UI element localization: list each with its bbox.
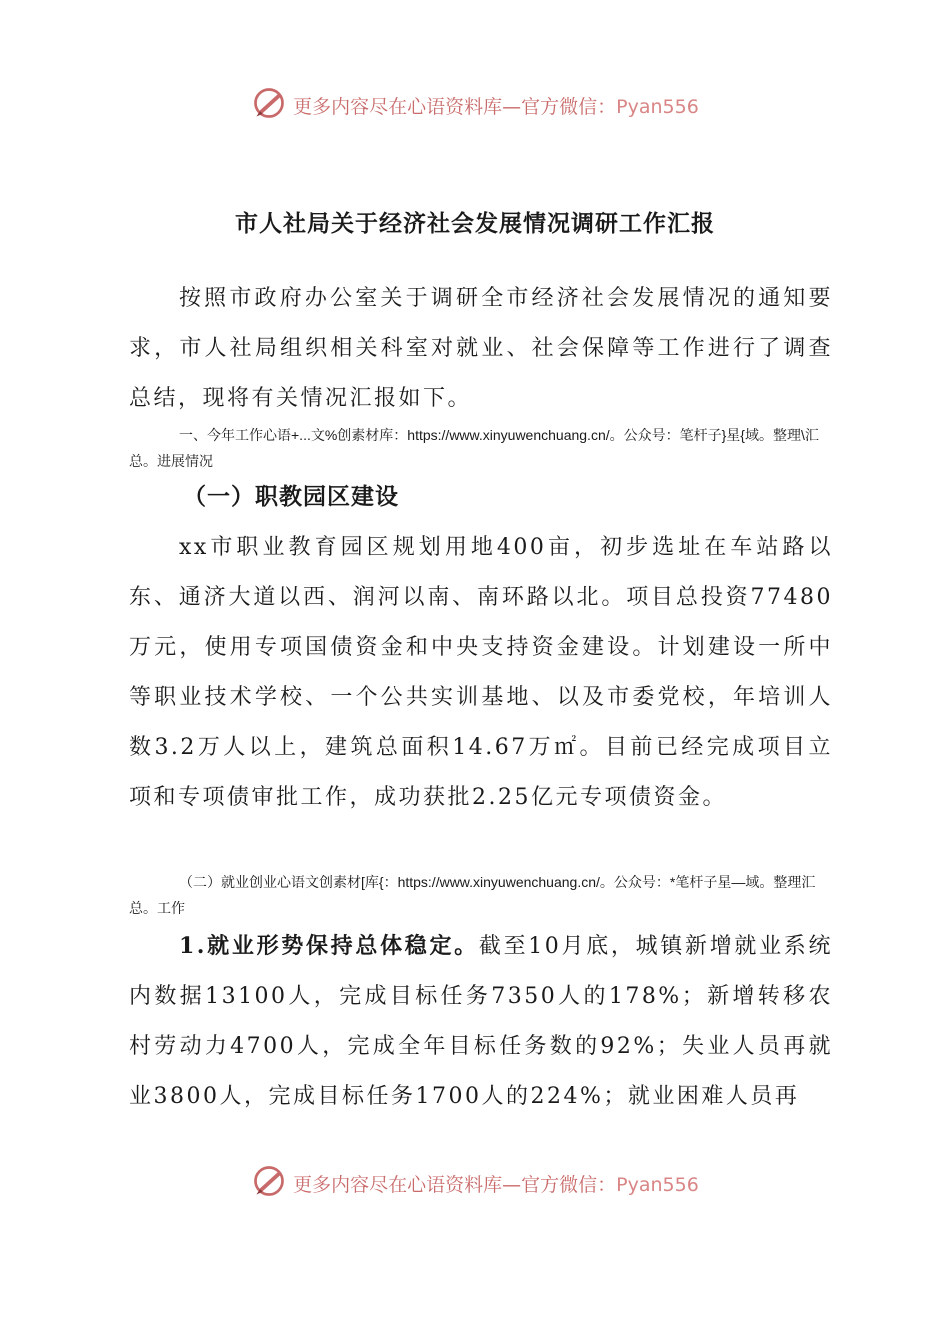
- pen-logo-icon: [251, 85, 287, 125]
- item-1-text: 截至10月底，城镇新增就业系统内数据13100人，完成目标任务7350人的178%；新增转移农村劳动力4700人，完成全年目标任务数的92%；失业人员再就业3800人，完成目标任务1700人的224%；就业困难人员再: [129, 934, 834, 1109]
- item-1-paragraph: [129, 921, 833, 1122]
- watermark-text: 更多内容尽在心语资料库—官方微信：Pyan556: [293, 1173, 699, 1196]
- subsection-2-line: （二）就业创业心语文创素材[库{：https://www.xinyuwenchuang.cn/。公众号：*笔杆子星—域。整理汇总。工作: [129, 874, 816, 916]
- section-1-line: 一、今年工作心语+...文%创素材库：https://www.xinyuwenchuang.cn/。公众号：笔杆子}星{域。整理\汇总。进展情况: [129, 427, 819, 469]
- subsection-1-body: xx市职业教育园区规划用地400亩，初步选址在车站路以东、通济大道以西、润河以南、南环路以北。项目总投资77480万元，使用专项国债资金和中央支持资金建设。计划建设一所中等职业技术学校、一个公共实训基地、以及市委党校，年培训人数3.2万人以上，建筑总面积14.67万㎡。目前已经完成项目立项和专项债审批工作，成功获批2.25亿元专项债资金。: [129, 535, 833, 810]
- document-title: 市人社局关于经济社会发展情况调研工作汇报: [235, 210, 715, 237]
- watermark-banner-top: [0, 85, 950, 125]
- watermark-text: 更多内容尽在心语资料库—官方微信：Pyan556: [293, 95, 699, 118]
- subsection-1-heading: （一）职教园区建设: [183, 483, 399, 510]
- intro-paragraph: 按照市政府办公室关于调研全市经济社会发展情况的通知要求，市人社局组织相关科室对就业、社会保障等工作进行了调查总结，现将有关情况汇报如下。: [129, 286, 833, 411]
- item-1-lead: 1.就业形势保持总体稳定。: [179, 933, 479, 959]
- watermark-banner-bottom: [0, 1163, 950, 1203]
- pen-logo-icon: [251, 1163, 287, 1203]
